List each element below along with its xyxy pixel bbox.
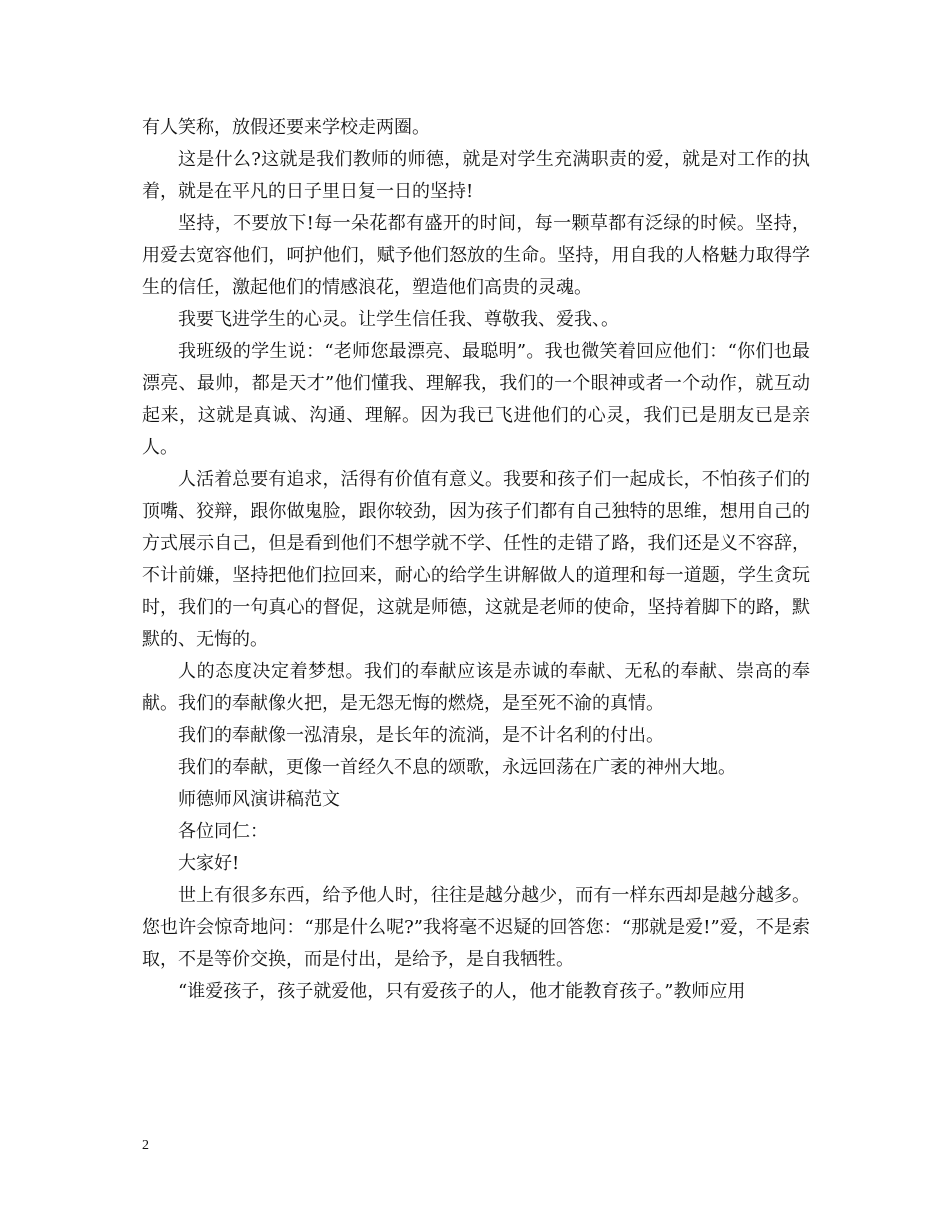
document-body <box>142 112 810 1008</box>
salutation: 各位同仁： <box>178 821 268 842</box>
paragraph: 我班级的学生说：“老师您最漂亮、最聪明”。我也微笑着回应他们：“你们也最漂亮、最帅，都是天才”他们懂我、理解我，我们的一个眼神或者一个动作，就互动起来，这就是真诚、沟通、理解。因为我已飞进他们的心灵，我们已是朋友已是亲人。 <box>142 341 810 458</box>
paragraph: 我要飞进学生的心灵。让学生信任我、尊敬我、爱我、。 <box>178 309 619 330</box>
paragraph: “谁爱孩子，孩子就爱他，只有爱孩子的人，他才能教育孩子。”教师应用 <box>178 981 746 1002</box>
page-number: 2 <box>142 1138 149 1153</box>
paragraph: 人的态度决定着梦想。我们的奉献应该是赤诚的奉献、无私的奉献、崇高的奉献。我们的奉献像火把，是无怨无悔的燃烧，是至死不渝的真情。 <box>142 661 810 714</box>
greeting: 大家好! <box>178 853 240 874</box>
paragraph: 坚持，不要放下!每一朵花都有盛开的时间，每一颗草都有泛绿的时候。坚持，用爱去宽容他们，呵护他们，赋予他们怒放的生命。坚持，用自我的人格魅力取得学生的信任，激起他们的情感浪花，塑造他们高贵的灵魂。 <box>142 213 810 298</box>
paragraph: 人活着总要有追求，活得有价值有意义。我要和孩子们一起成长，不怕孩子们的顶嘴、狡辩，跟你做鬼脸，跟你较劲，因为孩子们都有自己独特的思维，想用自己的方式展示自己，但是看到他们不想学就不学、任性的走错了路，我们还是义不容辞，不计前嫌，坚持把他们拉回来，耐心的给学生讲解做人的道理和每一道题，学生贪玩时，我们的一句真心的督促，这就是师德，这就是老师的使命，坚持着脚下的路，默默的、无悔的。 <box>142 469 810 650</box>
section-heading: 师德师风演讲稿范文 <box>178 789 340 810</box>
paragraph: 我们的奉献像一泓清泉，是长年的流淌，是不计名利的付出。 <box>178 725 664 746</box>
paragraph: 有人笑称，放假还要来学校走两圈。 <box>142 117 430 138</box>
paragraph: 世上有很多东西，给予他人时，往往是越分越少，而有一样东西却是越分越多。您也许会惊奇地问：“那是什么呢?”我将毫不迟疑的回答您：“那就是爱!”爱，不是索取，不是等价交换，而是付出，是给予，是自我牺牲。 <box>142 885 810 970</box>
paragraph: 这是什么?这就是我们教师的师德，就是对学生充满职责的爱，就是对工作的执着，就是在平凡的日子里日复一日的坚持! <box>142 149 810 202</box>
paragraph: 我们的奉献，更像一首经久不息的颂歌，永远回荡在广袤的神州大地。 <box>178 757 736 778</box>
